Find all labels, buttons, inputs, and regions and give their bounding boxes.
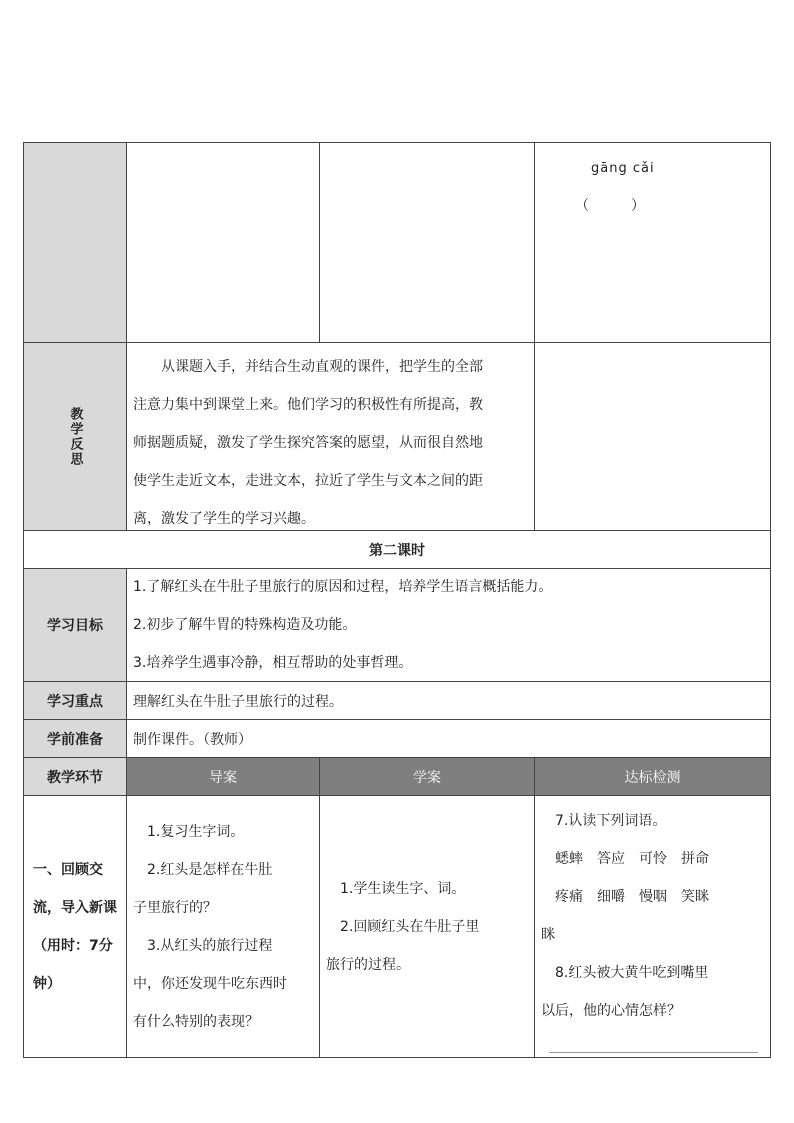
header-col3: 学案	[413, 769, 441, 786]
check-line: 眯	[541, 927, 555, 943]
row-a-study-cell	[319, 142, 535, 343]
section1-check-cell	[534, 795, 771, 1058]
reflection-line: 师据题质疑，激发了学生探究答案的愿望，从而很自然地	[133, 435, 483, 451]
header-col4-cell	[534, 757, 771, 796]
lesson2-title-cell	[23, 530, 771, 569]
reflection-line: 使学生走近文本，走进文本，拉近了学生与文本之间的距	[133, 473, 483, 489]
goals-label: 学习目标	[47, 618, 103, 634]
section1-label-line: 一、回顾交	[33, 861, 103, 878]
reflection-line: 离，激发了学生的学习兴趣。	[133, 511, 315, 527]
reflection-label-cell	[23, 342, 127, 531]
reflection-text-cell	[126, 342, 535, 531]
focus-label: 学习重点	[47, 693, 103, 710]
prep-text-cell	[126, 719, 771, 758]
header-col3-cell	[319, 757, 535, 796]
goals-text-cell	[126, 568, 771, 682]
row-a-label-cell	[23, 142, 127, 343]
check-line: 以后，他的心情怎样？	[541, 1003, 681, 1019]
header-col2-cell	[126, 757, 320, 796]
check-line: 疼痛 细嚼 慢咽 笑眯	[541, 889, 709, 905]
study-line: 2.回顾红头在牛肚子里	[326, 918, 480, 935]
section1-label	[33, 851, 117, 1003]
answer-underline	[549, 1052, 758, 1053]
check-line: 蟋蟀 答应 可怜 拼命	[541, 851, 709, 867]
lesson-plan-table	[23, 142, 771, 1058]
section1-study-cell	[319, 795, 535, 1058]
prep-text: 制作课件。（教师）	[133, 731, 252, 748]
check-line: 7.认读下列词语。	[541, 813, 667, 829]
focus-text-cell	[126, 681, 771, 720]
study-line: 1.学生读生字、词。	[326, 880, 466, 897]
goal-item: 3.培养学生遇事冷静，相互帮助的处事哲理。	[133, 655, 413, 671]
guide-line: 子里旅行的？	[133, 899, 217, 916]
prep-label-cell	[23, 719, 127, 758]
guide-line: 有什么特别的表现？	[133, 1013, 259, 1030]
answer-bracket: （ ）	[575, 198, 645, 214]
goals-label-cell	[23, 568, 127, 682]
section1-label-cell	[23, 795, 127, 1058]
row-a-guide-cell	[126, 142, 320, 343]
reflection-line: 从课题入手，并结合生动直观的课件，把学生的全部	[161, 359, 483, 375]
section1-guide-cell	[126, 795, 320, 1058]
header-col1: 教学环节	[47, 769, 103, 786]
section1-label-line: 钟）	[33, 975, 61, 992]
check-line: 8.红头被大黄牛吃到嘴里	[541, 965, 709, 981]
header-col4: 达标检测	[624, 769, 681, 786]
row-a-check-cell	[534, 142, 771, 343]
reflection-label: 教学反思	[67, 406, 83, 467]
section1-label-line: 流，导入新课	[33, 899, 117, 916]
header-col2: 导案	[209, 769, 237, 786]
reflection-line: 注意力集中到课堂上来。他们学习的积极性有所提高，教	[133, 397, 483, 413]
guide-line: 中，你还发现牛吃东西时	[133, 975, 287, 992]
guide-line: 2.红头是怎样在牛肚	[133, 861, 273, 878]
goal-item: 2.初步了解牛胃的特殊构造及功能。	[133, 617, 357, 633]
prep-label: 学前准备	[47, 731, 103, 748]
study-line: 旅行的过程。	[326, 956, 410, 973]
lesson2-title: 第二课时	[369, 542, 425, 559]
header-col1-cell	[23, 757, 127, 796]
reflection-empty-cell	[534, 342, 771, 531]
guide-line: 1.复习生字词。	[133, 823, 245, 840]
goal-item: 1.了解红头在牛肚子里旅行的原因和过程，培养学生语言概括能力。	[133, 579, 553, 595]
focus-label-cell	[23, 681, 127, 720]
section1-label-line: （用时：7分	[33, 937, 113, 954]
focus-text: 理解红头在牛肚子里旅行的过程。	[133, 693, 343, 710]
pinyin-text: gāng cǎi	[591, 161, 655, 176]
guide-line: 3.从红头的旅行过程	[133, 937, 273, 954]
